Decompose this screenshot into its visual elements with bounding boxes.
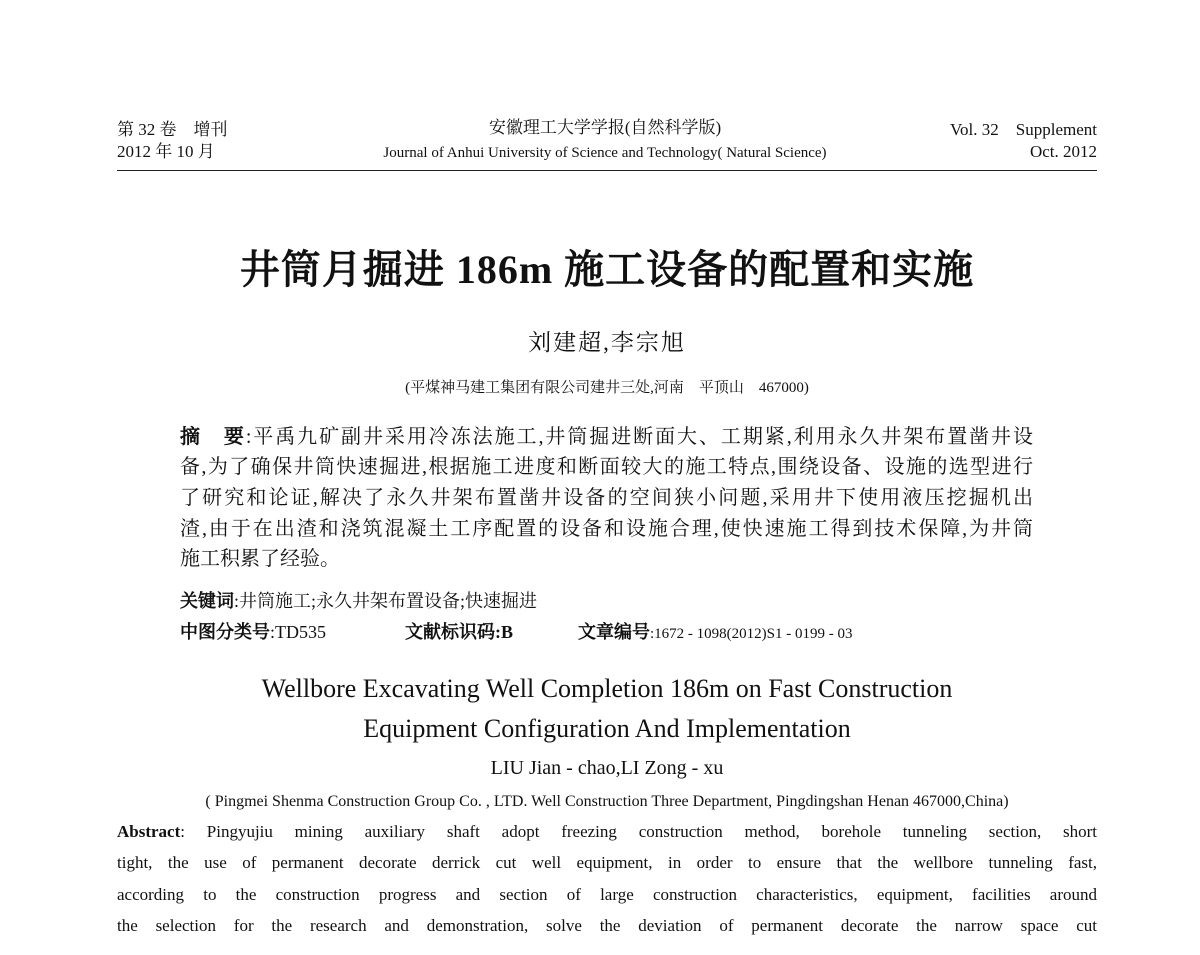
abstract-cn-label: 摘 要 [180, 426, 246, 448]
keywords-cn [180, 589, 537, 613]
abstract-en-text: : Pingyujiu mining auxiliary shaft adopt freezing construction method, borehole tunneling section, short [180, 822, 1097, 841]
clc-value: :TD535 [270, 622, 326, 642]
header-journal-cn: 安徽理工大学学报(自然科学版) [488, 118, 722, 137]
authors-cn: 刘建超,李宗旭 [528, 330, 686, 355]
abstract-en-label: Abstract [117, 822, 181, 841]
header-journal-en: Journal of Anhui University of Science and Technology( Natural Science) [383, 145, 827, 161]
keywords-cn-label: 关键词 [180, 591, 234, 611]
article-number-label: 文章编号 [578, 622, 650, 642]
abstract-cn-line [180, 424, 1033, 450]
authors-en: LIU Jian - chao,LI Zong - xu [490, 757, 724, 779]
page-title-cn: 井筒月掘进 186m 施工设备的配置和实施 [239, 247, 975, 292]
document-code-label: 文献标识码 [405, 622, 495, 642]
header-volume-en: Vol. 32 Supplement [949, 120, 1097, 139]
abstract-cn-line: 渣,由于在出渣和浇筑混凝土工序配置的设备和设施合理,使快速施工得到技术保障,为井筒 [180, 518, 1033, 540]
abstract-en-line: the selection for the research and demonstration, solve the deviation of permanent decorate the narrow space cut [117, 916, 1097, 935]
abstract-en-line: tight, the use of permanent decorate derrick cut well equipment, in order to ensure that the wellbore tunneling fast, [117, 853, 1097, 872]
abstract-cn-text: :平禹九矿副井采用冷冻法施工,井筒掘进断面大、工期紧,利用永久井架布置凿井设 [245, 426, 1033, 448]
abstract-cn-line: 备,为了确保井筒快速掘进,根据施工进度和断面较大的施工特点,围绕设备、设施的选型进行 [180, 456, 1033, 478]
header-date-en: Oct. 2012 [1029, 142, 1097, 161]
page-title-en-line: Wellbore Excavating Well Completion 186m on Fast Construction [261, 674, 953, 703]
header-rule [117, 170, 1097, 171]
header-date-cn: 2012 年 10 月 [117, 142, 215, 161]
page-title-en-line: Equipment Configuration And Implementation [363, 714, 851, 743]
abstract-cn-line: 施工积累了经验。 [180, 548, 340, 570]
abstract-cn-line: 了研究和论证,解决了永久井架布置凿井设备的空间狭小问题,采用井下使用液压挖掘机出 [180, 487, 1033, 509]
keywords-cn-value: :井筒施工;永久井架布置设备;快速掘进 [234, 591, 538, 611]
abstract-en-line: according to the construction progress and section of large construction characteristics, equipment, facilities around [117, 885, 1097, 904]
article-number [578, 620, 853, 646]
affiliation-cn: (平煤神马建工集团有限公司建井三处,河南 平顶山 467000) [405, 380, 809, 396]
header-volume-cn: 第 32 卷 增刊 [117, 120, 228, 139]
abstract-en-line [117, 820, 1097, 844]
document-code-value: :B [495, 622, 513, 642]
clc-number [180, 620, 326, 644]
affiliation-en: ( Pingmei Shenma Construction Group Co. , LTD. Well Construction Three Department, Pingdingshan Henan 467000,China) [205, 793, 1009, 810]
document-code [405, 620, 513, 644]
clc-label: 中图分类号 [180, 622, 270, 642]
article-number-value: :1672 - 1098(2012)S1 - 0199 - 03 [650, 626, 853, 642]
